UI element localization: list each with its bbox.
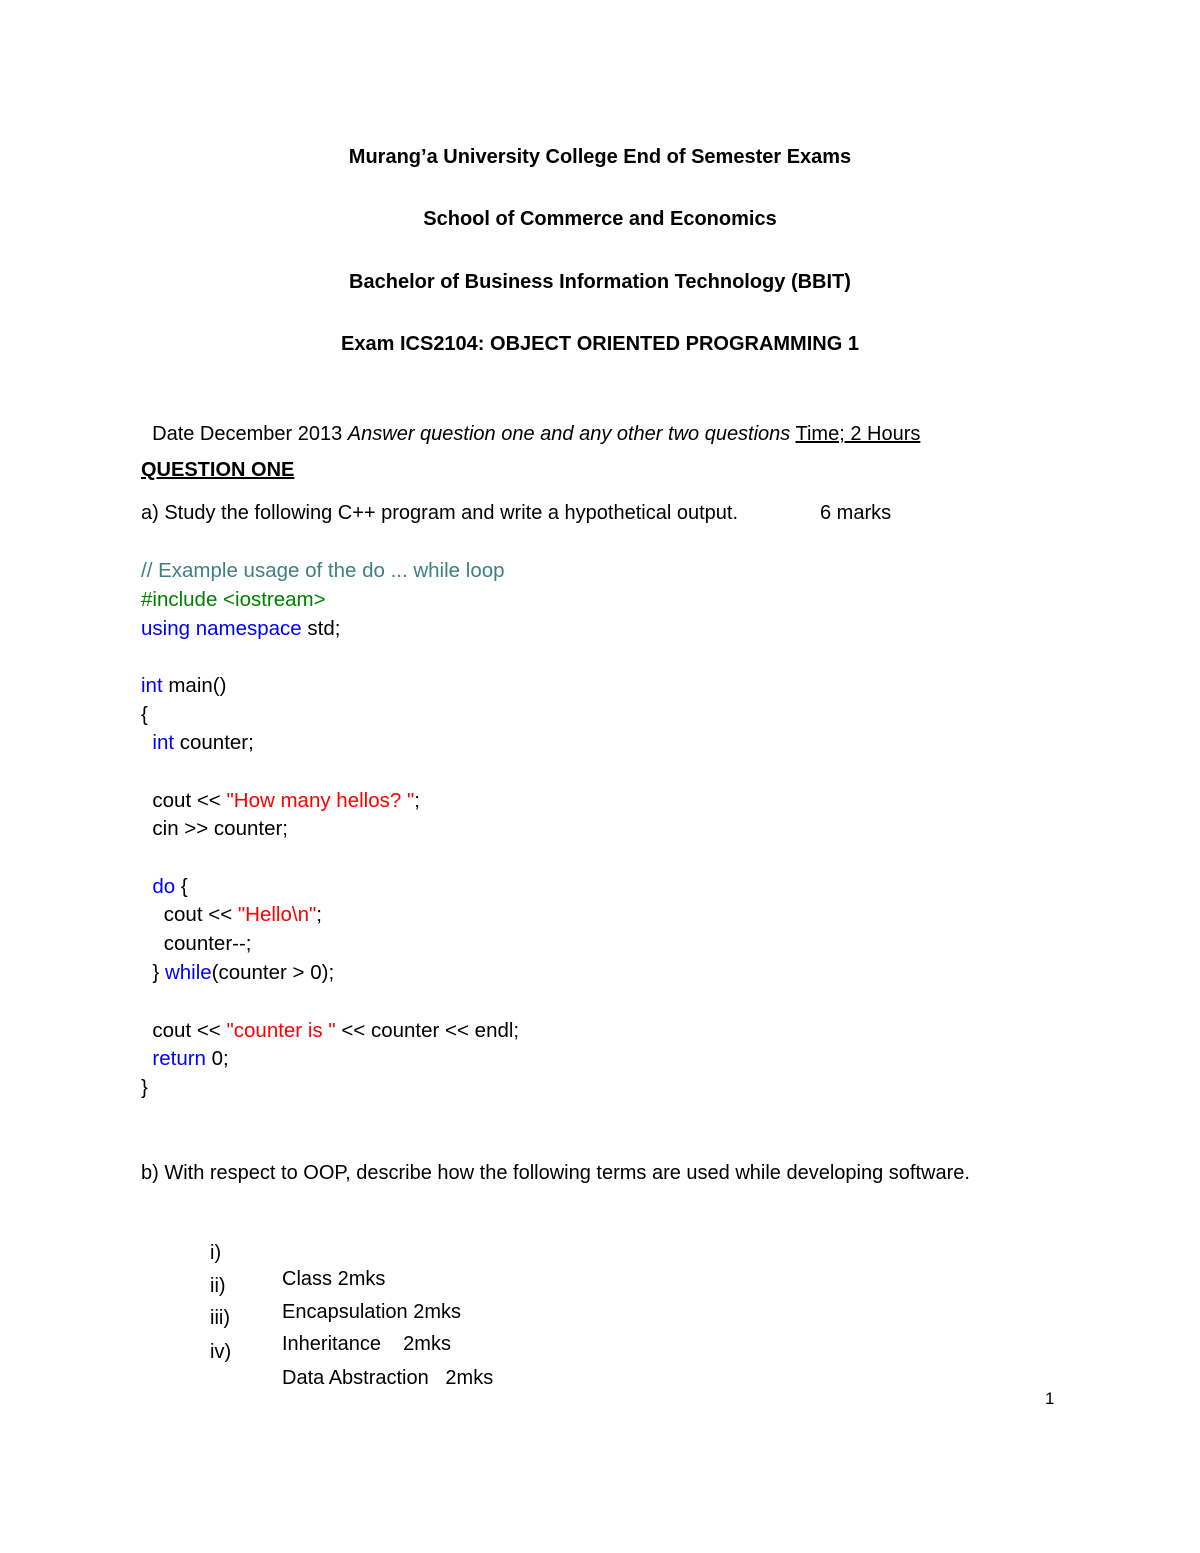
code-text: } [141,961,165,984]
keyword: using namespace [141,617,302,640]
code-text: << counter << endl; [335,1019,520,1042]
code-close-brace: } [141,1076,148,1099]
list-item-number: iv) [210,1341,232,1363]
string-literal: "Hello\n" [237,903,317,926]
exam-time: Time; 2 Hours [795,423,921,445]
keyword: do [141,875,176,898]
keyword: int [141,731,175,754]
part-a-text: a) Study the following C++ program and write a hypothetical output. [141,502,739,524]
part-a-marks: 6 marks [820,502,892,524]
code-text: (counter > 0); [211,961,335,984]
list-item-number: iii) [210,1307,230,1329]
exam-info-line [141,395,920,447]
exam-date: Date December 2013 [152,423,348,445]
code-comment: // Example usage of the do ... while loop [141,559,505,582]
question-one-heading: QUESTION ONE [141,459,295,481]
list-item-text: Encapsulation 2mks [282,1301,461,1323]
string-literal: "counter is " [226,1019,336,1042]
code-text: ; [316,903,322,926]
keyword: while [164,961,212,984]
keyword: return [141,1047,206,1070]
code-text: std; [301,617,341,640]
code-open-brace: { [141,703,148,726]
code-cout-prompt [141,788,420,814]
code-return [141,1046,229,1072]
code-text: cout << [141,789,227,812]
code-while [141,960,334,986]
code-do [141,874,188,900]
code-include: #include <iostream> [141,588,326,611]
exam-header-course: Exam ICS2104: OBJECT ORIENTED PROGRAMMING 1 [341,333,859,355]
code-decrement: counter--; [141,932,252,955]
list-item-number: i) [210,1242,222,1264]
code-text: ; [414,789,420,812]
list-item-number: ii) [210,1275,226,1297]
code-main-signature [141,673,226,699]
code-cout-result [141,1018,519,1044]
code-text: 0; [205,1047,229,1070]
part-b-prompt: b) With respect to OOP, describe how the following terms are used while developing software. [141,1162,970,1184]
code-cin: cin >> counter; [141,817,289,840]
exam-header-programme: Bachelor of Business Information Technology (BBIT) [349,271,851,293]
code-counter-decl [141,730,254,756]
part-a-prompt [141,500,738,526]
keyword: int [141,674,163,697]
list-item-text: Class 2mks [282,1268,386,1290]
code-using [141,616,340,642]
code-text: cout << [141,1019,227,1042]
exam-header-school: School of Commerce and Economics [423,208,777,230]
code-cout-hello [141,902,322,928]
exam-header-university: Murang’a University College End of Semester Exams [348,146,852,168]
code-text: cout << [141,903,238,926]
string-literal: "How many hellos? " [226,789,415,812]
list-item-text: Data Abstraction 2mks [282,1367,494,1389]
code-text: counter; [174,731,254,754]
exam-instructions: Answer question one and any other two questions [347,423,791,445]
list-item-text: Inheritance 2mks [282,1333,451,1355]
code-text: main() [162,674,227,697]
code-text: { [175,875,188,898]
page-number: 1 [1045,1389,1055,1408]
